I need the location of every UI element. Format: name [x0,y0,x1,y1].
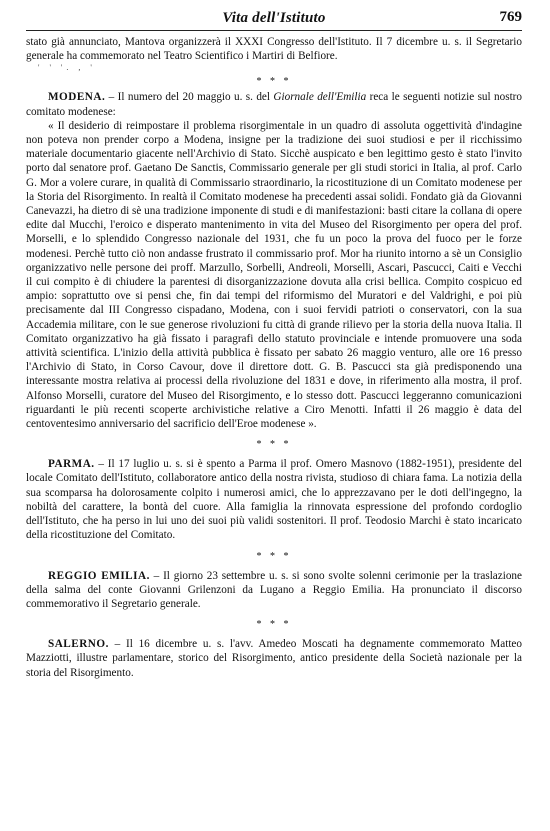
modena-quote: « Il desiderio di reimpostare il problema risorgimentale in un quadro di assoluta oggettività d'indagine non poteva non prender corpo a Modena, insigne per la tradizione dei suoi studiosi e per il ricchissimo materiale documentario giacente nell'Archivio di Stato. Sicchè auspicato e ben legittimo gesto è stato l'invito porto dal senatore prof. Gaetano De Sanctis, Commissario generale per gli studi storici in Italia, al prof. Carlo G. Mor a volere curare, in qualità di Commissario straordinario, la ricostituzione di un Comitato modenese per la Storia del Risorgimento. In realtà il Comitato modenese ha precedenti assai solidi. Fondato già da Giovanni Canevazzi, ha dietro di sè una tradizione imponente di studi e di manifestazioni: basti citare la collana di opere edite dal Mucchi, l'eroico e disperato mantenimento in vita del Museo del Risorgimento per opera del prof. Morselli, e lo splendido Congresso nazionale del 1931, che fu un poco la prova del fuoco per le forze modenesi. Perchè tutto ciò non andasse frustrato il commissario prof. Mor ha riunito intorno a sè un Consiglio organizzativo nelle persone dei proff. Marzullo, Sorbelli, Andreoli, Morselli, Ascari, Pascucci, Caiti e Vecchi il cui compito è di chiudere la parentesi di disorganizzazione dovuta alla crisi bellica. Compito cospicuo ed ampio: soprattutto ove si pensi che, fin dai tempi del riformismo del Muratori e del Valdrighi, e poi più precisamente dal III Congresso cispadano, Modena, con i suoi fervidi patrioti o conservatori, con la sua Accademia militare, con le sue generose rivoluzioni fu città di grande rilievo per la storia della nuova Italia. Il Comitato organizzativo ha già fissato i paragrafi dello statuto provinciale e intende promuovere una soda attività scientifica. L'inizio della attività pubblica è fissato per sabato 26 maggio venturo, alle ore 16 presso l'Archivio di Stato, in Corso Cavour, dove il direttore dott. G. B. Pascucci sta già predisponendo una interessante mostra relativa ai processi della rivoluzione del 1831 e dove, in riferimento alla mostra, il prof. Alfonso Morselli, curatore del Museo del Risorgimento, e lo stesso dott. Pascucci leggeranno comunicazioni riguardanti le più recenti scoperte archivistiche relative a Ciro Menotti. Infatti il 26 maggio è data del centoventesimo anniversario del sacrificio dell'Eroe modenese ». [26,119,522,431]
newspaper-title: Giornale dell'Emilia [273,91,367,104]
salerno-paragraph [26,637,522,680]
modena-lead-tail: reca le seguenti notizie sul nostro comitato modenese: [26,91,522,118]
city-heading-salerno: SALERNO. [48,638,109,651]
running-title: Vita dell'Istituto [222,10,326,26]
section-separator: * * * [256,550,292,562]
page-body [26,35,522,680]
city-heading-parma: PARMA. [48,458,95,471]
parma-text: – Il 17 luglio u. s. si è spento a Parma il prof. Omero Masnovo (1882-1951), presidente del locale Comitato dell'Istituto, collaboratore antico della nostra rivista, studioso di chiara fama. La notizia della sua scomparsa ha dolorosamente colpito i numerosi amici, che lo apprezzavano per le doti dell'ingegno, la nobiltà del carattere, la bontà del cuore. Alla famiglia la rinnovata espressione del profondo cordoglio dell'Istituto, che ha perso in lui uno dei suoi più validi sostenitori. Il prof. Teodosio Marchi è stato incaricato della ricostituzione del Comitato. [26,458,522,542]
stray-marks: ' ' '. , ' [38,63,96,73]
reggio-text: – Il giorno 23 settembre u. s. si sono svolte solenni cerimonie per la traslazione della salma del conte Giovanni Grilenzoni da Lugano a Reggio Emilia. Ha pronunciato il discorso commemorativo il Segretario generale. [26,569,522,610]
modena-intro [26,90,522,118]
city-heading-modena: MODENA. [48,91,106,104]
salerno-text: – Il 16 dicembre u. s. l'avv. Amedeo Moscati ha degnamente commemorato Matteo Mazziotti, illustre parlamentare, storico del Risorgimento, antico presidente della Società nazionale per la storia del Risorgimento. [26,638,522,679]
city-heading-reggio-emilia: REGGIO EMILIA. [48,569,150,582]
intro-paragraph: stato già annunciato, Mantova organizzerà il XXXI Congresso dell'Istituto. Il 7 dicembre u. s. il Segretario generale ha commemorato nel Teatro Scientifico i Martiri di Belfiore. [26,36,522,63]
reggio-paragraph [26,569,522,612]
section-separator: * * * [256,76,292,88]
page-header [26,6,522,31]
section-separator: * * * [256,439,292,451]
parma-paragraph [26,457,522,542]
section-separator: * * * [256,619,292,631]
page [26,6,522,680]
modena-lead: – Il numero del 20 maggio u. s. del [105,91,274,104]
page-number: 769 [499,9,522,25]
